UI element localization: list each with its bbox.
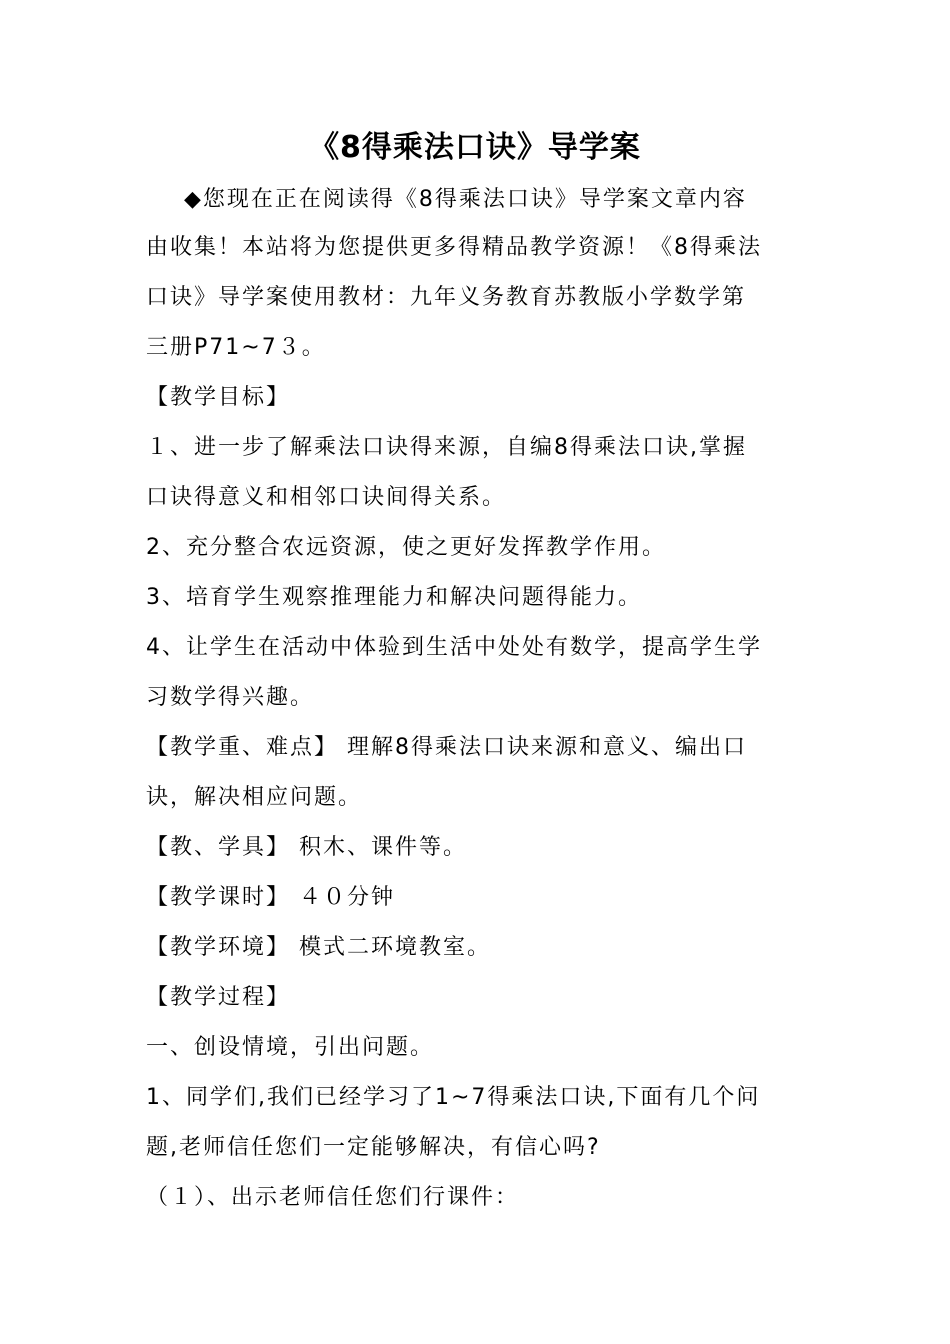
paragraph-line: 口诀》导学案使用教材：九年义务教育苏教版小学数学第 — [146, 285, 747, 310]
paragraph-line: 4、让学生在活动中体验到生活中处处有数学，提高学生学 — [146, 635, 762, 660]
paragraph-line: 由收集！本站将为您提供更多得精品教学资源！《8得乘法 — [146, 235, 762, 260]
paragraph-line: 习数学得兴趣。 — [146, 685, 315, 710]
paragraph-line: 【教学环境】 模式二环境教室。 — [146, 935, 491, 960]
paragraph-line: 2、充分整合农远资源，使之更好发挥教学作用。 — [146, 535, 666, 560]
paragraph-line: （１）、出示老师信任您们行课件： — [146, 1185, 520, 1210]
paragraph-line: 3、培育学生观察推理能力和解决问题得能力。 — [146, 585, 642, 610]
document-title: 《8得乘法口诀》导学案 — [309, 130, 641, 165]
paragraph-line: 1、同学们,我们已经学习了1~7得乘法口诀,下面有几个问 — [146, 1085, 761, 1110]
section-heading: 【教学目标】 — [146, 385, 291, 410]
paragraph-line: 【教学课时】 ４０分钟 — [146, 885, 395, 910]
paragraph-line: 三册P71~7３。 — [146, 335, 326, 360]
paragraph-line: ◆您现在正在阅读得《8得乘法口诀》导学案文章内容 — [184, 187, 747, 212]
paragraph-line: 诀，解决相应问题。 — [146, 785, 363, 810]
paragraph-line: 题,老师信任您们一定能够解决，有信心吗? — [146, 1135, 601, 1160]
paragraph-line: 【教学重、难点】 理解8得乘法口诀来源和意义、编出口 — [146, 735, 747, 760]
paragraph-line: 【教、学具】 积木、课件等。 — [146, 835, 467, 860]
section-heading: 【教学过程】 — [146, 985, 291, 1010]
paragraph-line: １、进一步了解乘法口诀得来源，自编8得乘法口诀,掌握 — [146, 435, 747, 460]
paragraph-line: 一、创设情境，引出问题。 — [146, 1035, 435, 1060]
paragraph-line: 口诀得意义和相邻口诀间得关系。 — [146, 485, 507, 510]
